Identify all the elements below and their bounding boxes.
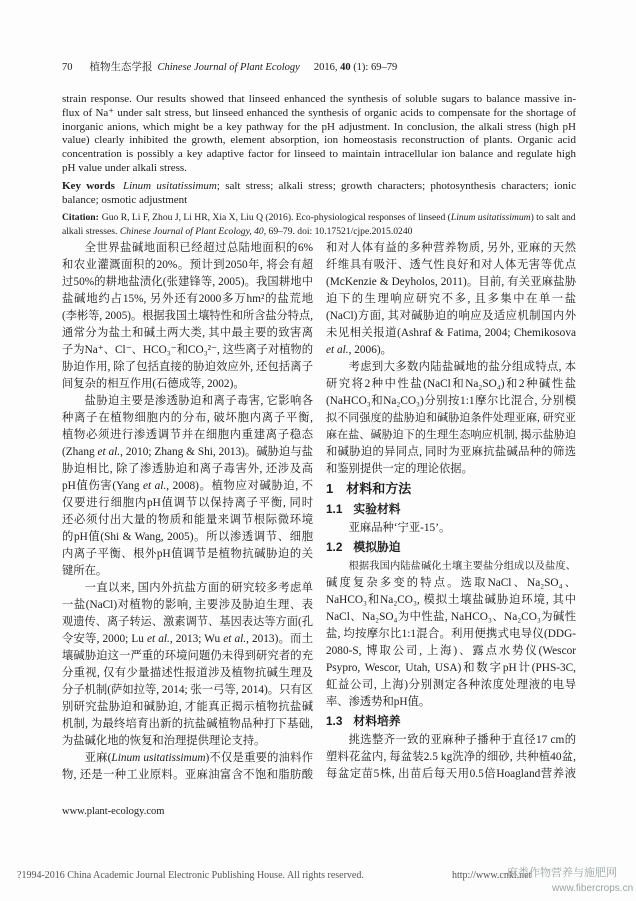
text-line [62,342,313,359]
text-run: 种离子在植物细胞内的分布, 破坏胞内离子平衡, [62,412,313,424]
text-line [62,699,313,716]
text-run: (NaHCO₃和Na₂CO₃)分别按1:1摩尔比混合, 分别模 [326,395,576,407]
text-line [62,512,313,529]
text-run: NaCl、Na₂SO₄为中性盐, NaHCO₃、Na₂CO₃为碱性 [326,611,576,623]
text-line [326,359,576,376]
text-line [62,359,313,376]
text-line [326,626,576,643]
text-run: Guo R, Li F, Zhou J, Li HR, Xia X, Liu Q (2016). Eco-physiological responses of linseed ( [101,212,451,223]
text-line [62,148,576,162]
text-run: (McKenzie & Deyholos, 2011)。目前, 有关亚麻盐胁 [326,276,576,288]
text-line [62,257,313,274]
text-line [62,631,313,648]
text-run: 一盐(NaCl)对植物的影响, 主要涉及胁迫生理、表 [62,599,313,611]
text-line [326,677,576,694]
text-line [326,609,576,626]
text-run: )不仅是重要的油料作 [205,752,313,764]
text-run: 碱度复杂多变的特点。选取NaCl、Na₂SO₄、 [326,577,576,589]
text-line [62,308,313,325]
text-run: pH值伤害(Yang [62,480,143,492]
text-run: 根据我国内陆盐碱化土壤主要盐分组成以及盐度、 [348,561,576,572]
text-line [62,376,313,393]
subsection-number: 1.3 [326,714,343,728]
text-run: (Zhang [62,446,98,458]
text-line [326,240,576,257]
text-run: , 2013)。而土 [246,633,313,645]
text-run: 分重视, 仅有少量描述性报道涉及植物抗碱生理及 [62,667,313,679]
copyright-notice: ?1994-2016 China Academic Journal Electronic Publishing House. All rights reserved. [17,870,364,881]
text-run: 观遗传、离子转运、激素调节、基因表达等方面(孔 [62,616,313,628]
text-run: 胁迫作用, 除了包括直接的胁迫效应外, 还包括离子 [62,361,313,373]
text-run: , 69–79. doi: 10.17521/cjpe.2015.0240 [263,226,413,237]
text-run: 拟不同强度的盐胁迫和碱胁迫条件处理亚麻, 研究亚 [326,412,576,424]
text-line [326,520,576,537]
text-run: 和鉴别提供一定的理论依据。 [326,463,473,475]
label: Key words [62,180,115,192]
subsection-body [326,520,576,537]
text-run: 每盆定苗5株, 出苗后每天用0.5倍Hoagland营养液 [326,768,576,780]
keywords [62,179,576,207]
left-column [62,240,313,784]
text-line [326,274,576,291]
text-line [62,393,313,410]
text-run: 纤维具有吸汗、透气性良好和对人体无害等优点 [326,259,576,271]
text-run: 麻在盐、碱胁迫下的生理生态响应机制, 揭示盐胁迫 [326,429,576,441]
text-run: strain response. Our results showed that linseed enhanced the synthesis of soluble sugars to balance massive in- [62,93,576,105]
text-line [326,660,576,677]
subsection-number: 1.1 [326,502,343,516]
text-line [62,427,313,444]
text-line [326,291,576,308]
section-number: 1 [326,481,334,496]
text-run: 间复杂的相互作用(石德成等, 2002)。 [62,378,245,390]
running-header [62,61,397,75]
journal-website: www.plant-ecology.com [62,806,165,817]
text-line [62,648,313,665]
text-line [326,694,576,711]
text-line [62,211,576,225]
italic-text-run: Linum usitatissimum [450,212,531,223]
text-line [62,716,313,733]
text-run: 的pH值(Shi & Wang, 2005)。所以渗透调节、细胞 [62,531,313,543]
text-line [62,546,313,563]
italic-text-run: et al. [143,480,167,492]
text-line [62,495,313,512]
text-line [62,93,576,107]
paragraph [62,393,313,580]
text-line [62,682,313,699]
subsection-number: 1.2 [326,540,343,554]
text-run: 子为Na⁺、Cl⁻、HCO₃⁻和CO₃²⁻, 这些离子对植物的 [62,344,314,356]
text-run: (1): 69–79 [350,62,398,73]
subsection-title: 材料培养 [353,714,401,728]
text-line [62,121,576,135]
text-line [62,274,313,291]
text-run: 键所在。 [62,565,108,577]
italic-text-run: et al. [223,633,247,645]
text-line [62,614,313,631]
text-run: concentration is possibly a key adaptive factor for linseed to maintain intracellular ion balance and regulate high [62,148,576,161]
italic-text-run: et al. [326,344,349,356]
page-number: 70 [62,62,73,73]
text-run: 盐碱地约占15%, 另外还有2000多万hm²的盐荒地 [62,293,313,305]
text-line [326,427,576,444]
text-line [62,193,576,207]
text-run: ) to salt and [530,212,576,223]
text-run: 过50%的耕地盐渍化(张建锋等, 2005)。我国耕地中 [62,276,313,288]
text-line [62,733,313,750]
label: Citation: [62,212,99,223]
text-run: 令安等, 2000; Lu [62,633,147,645]
paragraph [326,240,576,359]
text-run: balance; osmotic adjustment [62,194,188,206]
text-run: (李彬等, 2005)。根据我国土壤特性和所含盐分特点, [62,310,313,322]
text-run: Psypro, Wescor, Utah, USA)和数字pH计(PHS-3C, [326,662,576,674]
text-run: , 2008)。植物应对碱胁迫, 不 [166,480,314,492]
text-line [326,444,576,461]
text-run: pH value under alkali stress. [62,161,187,174]
text-run: 盐, 均按摩尔比1:1混合。利用便携式电导仪(DDG- [326,628,576,640]
text-run: 壤碱胁迫这一严重的环境问题仍未得到研究者的充 [62,650,313,662]
text-line [62,461,313,478]
text-line [62,107,576,121]
text-line [326,325,576,342]
text-line [62,750,313,767]
text-line [62,597,313,614]
text-run: value) clearly inhibited the growth, element absorption, ion homeostasis reconstruction of plants. Organic acid [62,134,576,147]
text-line [62,529,313,546]
text-run: ; salt stress; alkali stress; growth characters; photosynthesis characters; ionic [216,180,576,192]
text-run: 2080-S, 博取公司, 上海)、露点水势仪(Wescor [326,645,576,657]
text-run: 全世界盐碱地面积已经超过总陆地面积的6% [84,242,313,254]
text-line [62,478,313,495]
text-line [62,325,313,342]
text-run: alkali stresses. [62,226,120,237]
text-run: 机制, 为最终培育出新的抗盐碱植物品种打下基础, [62,718,313,730]
text-run: 2016, [313,62,341,73]
paragraph [326,520,576,537]
text-run: 和碱胁迫的异同点, 同时为亚麻抗盐碱品种的筛选 [326,446,576,458]
text-run: 研究将2种中性盐(NaCl和Na₂SO₄)和2种碱性盐 [326,378,576,390]
text-run: 考虑到大多数内陆盐碱地的盐分组成特点, 本 [348,361,576,373]
text-line [326,732,576,749]
watermark-site-url: www.fibercrops.cn [552,883,634,894]
subsection-body [326,558,576,711]
issue-info [314,62,397,73]
text-run: NaHCO₃和Na₂CO₃, 模拟土壤盐碱胁迫环境, 其中 [326,594,576,606]
text-line [326,257,576,274]
citation [62,211,576,239]
text-line [326,558,576,575]
paragraph [326,359,576,478]
text-line [326,376,576,393]
text-run: 仅要进行细胞内pH值调节以保持离子平衡, 同时 [62,497,313,509]
text-line [62,410,313,427]
watermark-site-name: 麻类作物营养与施肥网 [507,867,617,879]
italic-text-run: et al. [146,633,170,645]
text-run: 为盐碱化地的恢复和治理提供理论支持。 [62,735,266,747]
text-run: 挑选整齐一致的亚麻种子播种于直径17 cm的 [348,734,576,746]
right-column [326,240,576,783]
abstract-continuation [62,93,576,176]
text-line [62,179,576,193]
paragraph [62,580,313,750]
text-line [62,134,576,148]
italic-text-run: Linum usitatissimum [122,180,217,192]
subsection-heading [326,499,576,520]
bold-text-run: 40 [340,62,351,73]
text-run: 胁迫相比, 除了渗透胁迫和离子毒害外, 还涉及高 [62,463,313,475]
text-line [326,393,576,410]
text-line [62,225,576,239]
journal-title-cn: 植物生态学报 [89,62,153,73]
subsection-body [326,732,576,783]
text-line [62,767,313,784]
text-run: 分子机制(萨如拉等, 2014; 张一弓等, 2014)。只有区 [62,684,313,696]
paragraph [62,240,313,393]
text-line [326,342,576,359]
text-line [62,444,313,461]
text-run: 别研究盐胁迫和碱胁迫, 才能真正揭示植物抗盐碱 [62,701,313,713]
text-run: flux of Na⁺ under salt stress, but linseed enhanced the synthesis of organic acids to compensate for the shortage of [62,106,576,119]
text-line [326,592,576,609]
journal-title-en: Chinese Journal of Plant Ecology [157,62,300,73]
text-run: 亚麻品种‘宁亚-15’。 [348,522,451,534]
text-run: 亚麻( [84,752,112,764]
section-title: 材料和方法 [346,481,412,496]
text-run: 未见相关报道(Ashraf & Fatima, 2004; Chemikosova [326,327,576,339]
text-line [326,766,576,783]
text-run: , 2010; Zhang & Shi, 2013)。碱胁迫与盐 [120,446,313,458]
text-line [326,461,576,478]
text-line [326,575,576,592]
text-run: 虹益公司, 上海)分别测定各种浓度处理液的电导 [326,679,576,691]
text-run: 盐胁迫主要是渗透胁迫和离子毒害, 它影响各 [84,395,313,407]
left-column-paragraphs [62,240,313,784]
italic-text-run: et al. [97,446,121,458]
text-line [62,240,313,257]
subsection-heading [326,537,576,558]
text-line [326,410,576,427]
text-line [326,749,576,766]
text-run: 率、渗透势和pH值。 [326,696,431,708]
text-run: 迫下的生理响应研究不多, 且多集中在单一盐 [326,293,576,305]
text-line [326,308,576,325]
text-run: inorganic anions, which might be a key pathway for the pH adjustment. In conclusion, the alkali stress (high pH [62,120,576,133]
text-run: 内离子平衡、根外pH值调节是植物抗碱胁迫的关 [62,548,313,560]
paragraph [326,732,576,783]
text-line [62,291,313,308]
text-run: 还必须付出大量的物质和能量来调节根际微环境 [62,514,313,526]
text-run: 植物必须进行渗透调节并在细胞内重建离子稳态 [62,429,313,441]
cnki-url: http://www.cnki.net [452,870,532,881]
text-run: (NaCl)方面, 其对碱胁迫的响应及适应机制国内外 [326,310,576,322]
text-run: 塑料花盆内, 每盆装2.5 kg洗净的细砂, 共种植40盆, [326,751,576,763]
subsection-title: 模拟胁迫 [353,540,401,554]
paragraph [62,750,313,784]
text-line [62,563,313,580]
text-run: , 2013; Wu [169,633,224,645]
subsection-title: 实验材料 [353,502,401,516]
text-line [62,665,313,682]
text-run: , 2006)。 [348,344,392,356]
text-line [62,580,313,597]
text-run: 物, 还是一种工业原料。亚麻油富含不饱和脂肪酸 [62,769,313,781]
text-line [326,643,576,660]
paragraph [326,558,576,711]
italic-text-run: Linum usitatissimum [111,752,206,764]
text-run: 和农业灌溉面积的20%。预计到2050年, 将会有超 [62,259,313,271]
text-run: 通常分为盐土和碱土两大类, 其中最主要的致害离 [62,327,313,339]
intro-paragraphs [326,240,576,478]
text-run: 一直以来, 国内外抗盐方面的研究较多考虑单 [84,582,313,594]
italic-text-run: Chinese Journal of Plant Ecology, 40 [119,226,264,237]
section-heading [326,478,576,499]
text-run: 和对人体有益的多种营养物质, 另外, 亚麻的天然 [326,242,576,254]
subsection-heading [326,711,576,732]
text-line [62,162,576,176]
